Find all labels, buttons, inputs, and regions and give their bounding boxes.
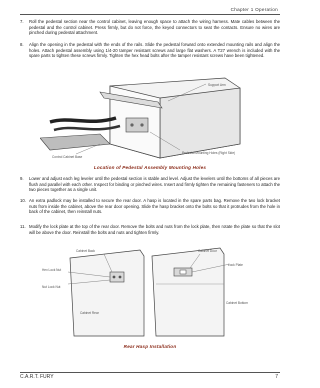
pedestal-mounting-figure	[40, 74, 260, 162]
step-7	[20, 19, 280, 36]
step-8	[20, 42, 280, 59]
chapter-header: Chapter 1 Operation	[230, 7, 278, 12]
label-cabinet-door: Cabinet Door	[198, 249, 217, 253]
step-10	[20, 198, 280, 215]
step-11	[20, 224, 280, 235]
figure2-caption: Rear Hasp Installation	[123, 344, 177, 349]
label-control-cabinet: Control Cabinet Base	[52, 155, 83, 159]
label-mounting-holes: Pedestal Mounting Holes (Right Side)	[182, 151, 236, 155]
label-hex-lock-nut: Hex Lock Nut	[42, 268, 62, 272]
page-number: 7	[275, 374, 278, 380]
rear-hasp-figure	[40, 244, 260, 340]
step-text: Lower and adjust each leg leveler until the pedestal section is stable and level. Adjust the levelers until the bottoms of all pieces are flush and parallel with each other. Inspect for binding or pinched wires. Insert and firmly tighten the remaining fasteners to attach the two pieces together as a single unit.	[29, 176, 280, 193]
step-number: 7.	[20, 19, 24, 24]
label-cabinet-rear: Cabinet Rear	[80, 311, 99, 315]
footer-rule	[20, 372, 280, 373]
step-text: Modify the lock plate at the top of the rear door. Remove the bolts and nuts from the lock plate, then rotate the plate so that the slot will be above the door. Reinstall the bolts and nuts and tighten firmly.	[29, 224, 280, 235]
step-text: Align the opening in the pedestal with the ends of the rails. Slide the pedestal forward onto extended mounting rails and align the holes. Attach pedestal assembly using 1/4-20 tamper resistant screws and large flat washers. A T27 wrench is included with the spare parts to tighten these screws firmly. Tighten the hex head bolts after the tamper resistant screws have been tightened.	[29, 42, 280, 59]
label-lock-plate: Lock Plate	[228, 263, 243, 267]
header-rule	[20, 14, 280, 15]
step-text: An extra padlock may be installed to secure the rear door. A hasp is located in the spare parts bag. Remove the two lock bracket nuts from inside the cabinet, above the rear door opening. Slide the hasp bracket onto the bolts so that it protrudes from the hole in back of the cabinet, then reinstall nuts.	[29, 198, 280, 215]
label-cabinet-bottom: Cabinet Bottom	[226, 301, 248, 305]
footer-product-name: C.A.R.T. FURY	[20, 374, 54, 380]
step-number: 11.	[20, 224, 26, 229]
step-text: Roll the pedestal section near the control cabinet, leaving enough space to attach the wiring harness. Mate cables between the pedestal and the control cabinet. Press firmly, but do not force, the keyed connectors to seat the contacts. Ensure no wires are pinched during pedestal attachment.	[29, 19, 280, 36]
figure1-caption: Location of Pedestal Assembly Mounting Holes	[93, 165, 207, 170]
label-cabinet-back: Cabinet Back	[76, 249, 95, 253]
step-9	[20, 176, 280, 193]
step-number: 8.	[20, 42, 24, 47]
label-support-arm: Support Arm	[208, 83, 226, 87]
label-nut-lock-nut: Nut Lock Nut	[42, 285, 61, 289]
step-number: 10.	[20, 198, 26, 203]
step-number: 9.	[20, 176, 24, 181]
